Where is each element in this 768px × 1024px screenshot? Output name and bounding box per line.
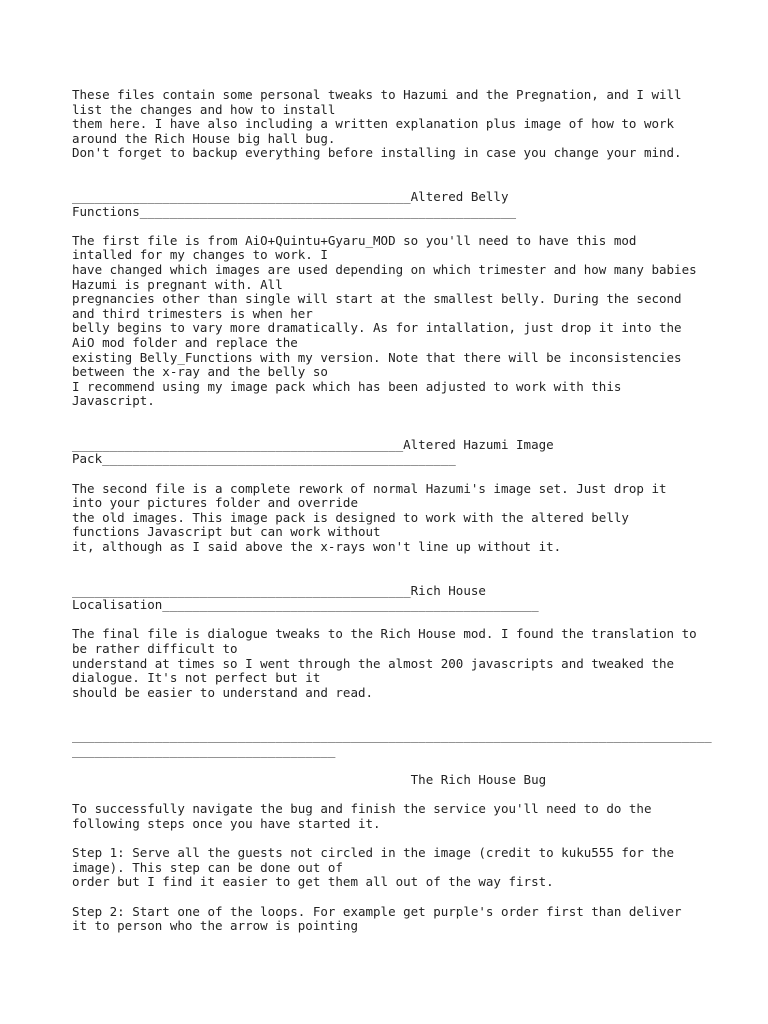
divider-line: _____________________________________________________________________________________ — [72, 728, 712, 744]
text-line: between the x-ray and the belly so — [72, 364, 328, 380]
section-heading: _____________________________________________Altered Belly — [72, 188, 509, 204]
text-line: Hazumi is pregnant with. All — [72, 276, 283, 292]
step-1 — [72, 846, 712, 890]
text-line: AiO mod folder and replace the — [72, 334, 298, 350]
text-line: have changed which images are used depending on which trimester and how many babies — [72, 261, 697, 277]
text-line: The final file is dialogue tweaks to the Rich House mod. I found the translation to — [72, 626, 697, 642]
text-line: Step 2: Start one of the loops. For example get purple's order first than deliver — [72, 903, 682, 919]
section-heading: Pack_______________________________________________ — [72, 451, 456, 467]
text-line: The first file is from AiO+Quintu+Gyaru_MOD so you'll need to have this mod — [72, 232, 637, 248]
text-line: it to person who the arrow is pointing — [72, 918, 358, 934]
text-line: and third trimesters is when her — [72, 305, 313, 321]
text-line: existing Belly_Functions with my version. Note that there will be inconsistencies — [72, 349, 682, 365]
bug-title: The Rich House Bug — [72, 772, 547, 788]
text-line: To successfully navigate the bug and finish the service you'll need to do the — [72, 801, 652, 817]
section-heading: ____________________________________________Altered Hazumi Image — [72, 436, 554, 452]
text-line: pregnancies other than single will start at the smallest belly. During the second — [72, 291, 682, 307]
section-altered-hazumi-image-pack — [72, 438, 712, 555]
section-heading: _____________________________________________Rich House — [72, 582, 486, 598]
text-line: be rather difficult to — [72, 641, 238, 656]
section-heading: Functions__________________________________________________ — [72, 203, 517, 219]
intro-paragraph — [72, 88, 712, 161]
divider — [72, 729, 712, 758]
text-line: it, although as I said above the x-rays won't line up without it. — [72, 539, 562, 555]
document-body — [72, 88, 712, 934]
text-line: dialogue. It's not perfect but it — [72, 670, 321, 686]
text-line: following steps once you have started it. — [72, 815, 381, 831]
text-line: around the Rich House big hall bug. — [72, 130, 336, 146]
section-altered-belly-functions — [72, 190, 712, 409]
text-line: belly begins to vary more dramatically. As for intallation, just drop it into the — [72, 320, 682, 336]
divider-line: ___________________________________ — [72, 742, 336, 758]
text-line: The second file is a complete rework of normal Hazumi's image set. Just drop it — [72, 480, 667, 496]
step-2 — [72, 905, 712, 934]
section-rich-house-localisation — [72, 584, 712, 701]
text-line: intalled for my changes to work. I — [72, 247, 328, 263]
text-line: image). This step can be done out of — [72, 859, 343, 875]
text-line: I recommend using my image pack which has been adjusted to work with this — [72, 378, 622, 394]
text-line: Javascript. — [72, 393, 155, 409]
text-line: These files contain some personal tweaks to Hazumi and the Pregnation, and I will — [72, 87, 682, 102]
text-line: Don't forget to backup everything before installing in case you change your mind. — [72, 145, 682, 161]
text-line: list the changes and how to install — [72, 101, 336, 117]
text-line: Step 1: Serve all the guests not circled in the image (credit to kuku555 for the — [72, 845, 675, 861]
text-line: them here. I have also including a written explanation plus image of how to work — [72, 116, 675, 132]
section-heading: Localisation__________________________________________________ — [72, 597, 539, 613]
text-line: the old images. This image pack is designed to work with the altered belly — [72, 509, 629, 525]
section-rich-house-bug — [72, 773, 712, 934]
text-line: into your pictures folder and override — [72, 495, 358, 511]
text-line: should be easier to understand and read. — [72, 684, 374, 700]
text-line: order but I find it easier to get them all out of the way first. — [72, 874, 554, 890]
text-line: functions Javascript but can work without — [72, 524, 381, 540]
text-line: understand at times so I went through the almost 200 javascripts and tweaked the — [72, 655, 675, 671]
